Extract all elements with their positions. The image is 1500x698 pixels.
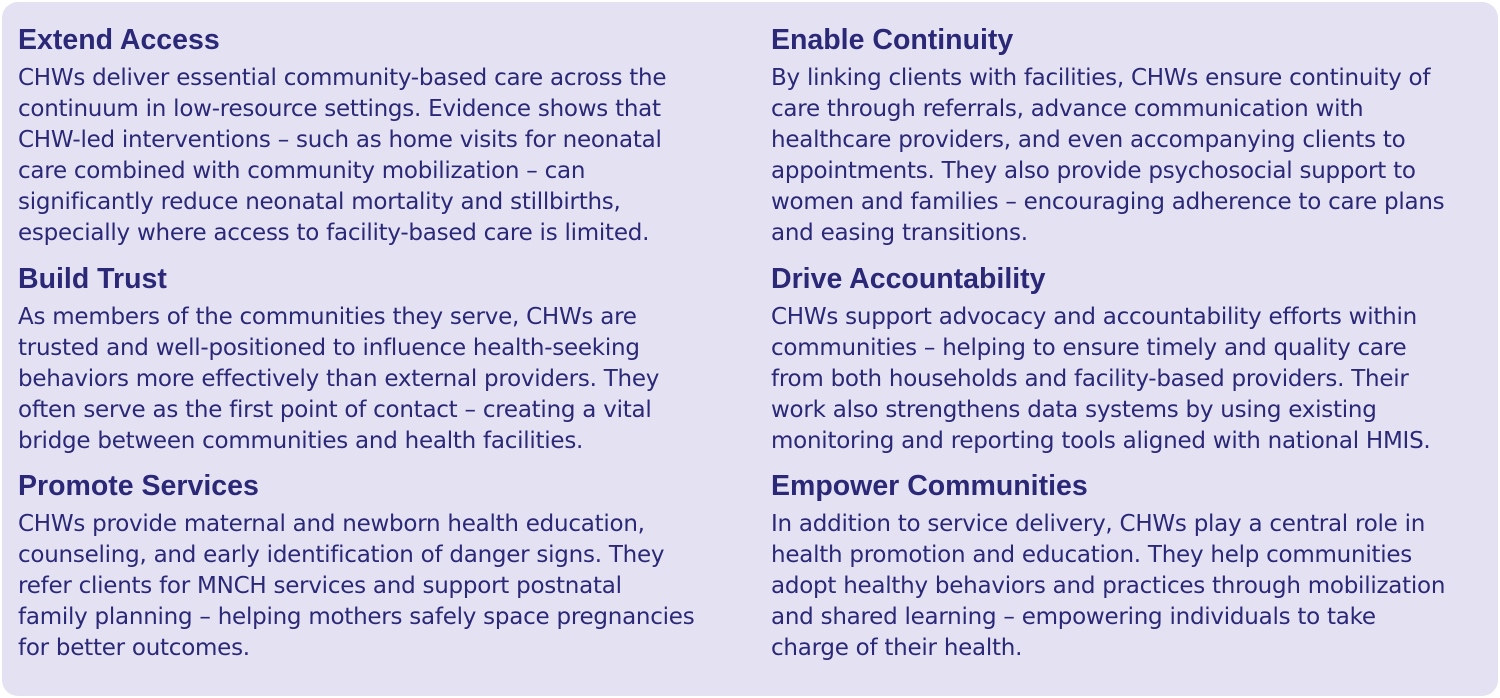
body-line: In addition to service delivery, CHWs play a central role in bbox=[771, 511, 1426, 537]
body-line: CHWs provide maternal and newborn health education, bbox=[18, 511, 645, 537]
section-title: Empower Communities bbox=[771, 470, 1088, 502]
body-line: especially where access to facility-based care is limited. bbox=[18, 220, 650, 246]
body-line: communities – helping to ensure timely and quality care bbox=[771, 335, 1407, 361]
body-line: healthcare providers, and even accompanying clients to bbox=[771, 127, 1406, 153]
section-body bbox=[771, 302, 1499, 457]
body-line: counseling, and early identification of danger signs. They bbox=[18, 542, 665, 568]
body-line: often serve as the first point of contact – creating a vital bbox=[18, 397, 652, 423]
section-body bbox=[18, 63, 748, 249]
body-line: significantly reduce neonatal mortality and stillbirths, bbox=[18, 189, 621, 215]
content-panel bbox=[2, 2, 1498, 696]
body-line: adopt healthy behaviors and practices through mobilization bbox=[771, 573, 1446, 599]
body-line: monitoring and reporting tools aligned with national HMIS. bbox=[771, 428, 1431, 454]
section-body bbox=[771, 509, 1499, 664]
body-line: women and families – encouraging adherence to care plans bbox=[771, 189, 1445, 215]
body-line: charge of their health. bbox=[771, 635, 1023, 661]
section-extend-access bbox=[18, 23, 748, 249]
section-drive-accountability bbox=[771, 262, 1499, 457]
body-line: refer clients for MNCH services and support postnatal bbox=[18, 573, 622, 599]
section-title: Extend Access bbox=[18, 24, 220, 56]
body-line: family planning – helping mothers safely space pregnancies bbox=[18, 604, 695, 630]
section-build-trust bbox=[18, 262, 748, 457]
body-line: trusted and well-positioned to influence health-seeking bbox=[18, 335, 640, 361]
body-line: care through referrals, advance communication with bbox=[771, 96, 1364, 122]
section-title: Build Trust bbox=[18, 263, 167, 295]
body-line: CHWs deliver essential community-based care across the bbox=[18, 65, 667, 91]
body-line: work also strengthens data systems by using existing bbox=[771, 397, 1377, 423]
body-line: CHW-led interventions – such as home visits for neonatal bbox=[18, 127, 662, 153]
body-line: health promotion and education. They help communities bbox=[771, 542, 1413, 568]
section-body bbox=[18, 302, 748, 457]
body-line: By linking clients with facilities, CHWs ensure continuity of bbox=[771, 65, 1431, 91]
section-empower-communities bbox=[771, 469, 1499, 664]
body-line: appointments. They also provide psychosocial support to bbox=[771, 158, 1416, 184]
body-line: care combined with community mobilization – can bbox=[18, 158, 586, 184]
body-line: CHWs support advocacy and accountability efforts within bbox=[771, 304, 1417, 330]
section-enable-continuity bbox=[771, 23, 1499, 249]
body-line: and shared learning – empowering individuals to take bbox=[771, 604, 1376, 630]
body-line: and easing transitions. bbox=[771, 220, 1028, 246]
section-title: Drive Accountability bbox=[771, 263, 1046, 295]
section-title: Enable Continuity bbox=[771, 24, 1014, 56]
body-line: for better outcomes. bbox=[18, 635, 250, 661]
body-line: As members of the communities they serve, CHWs are bbox=[18, 304, 637, 330]
section-title: Promote Services bbox=[18, 470, 259, 502]
section-body bbox=[771, 63, 1499, 249]
section-body bbox=[18, 509, 748, 664]
body-line: from both households and facility-based providers. Their bbox=[771, 366, 1409, 392]
section-promote-services bbox=[18, 469, 748, 664]
body-line: behaviors more effectively than external providers. They bbox=[18, 366, 660, 392]
body-line: continuum in low-resource settings. Evidence shows that bbox=[18, 96, 661, 122]
body-line: bridge between communities and health facilities. bbox=[18, 428, 584, 454]
